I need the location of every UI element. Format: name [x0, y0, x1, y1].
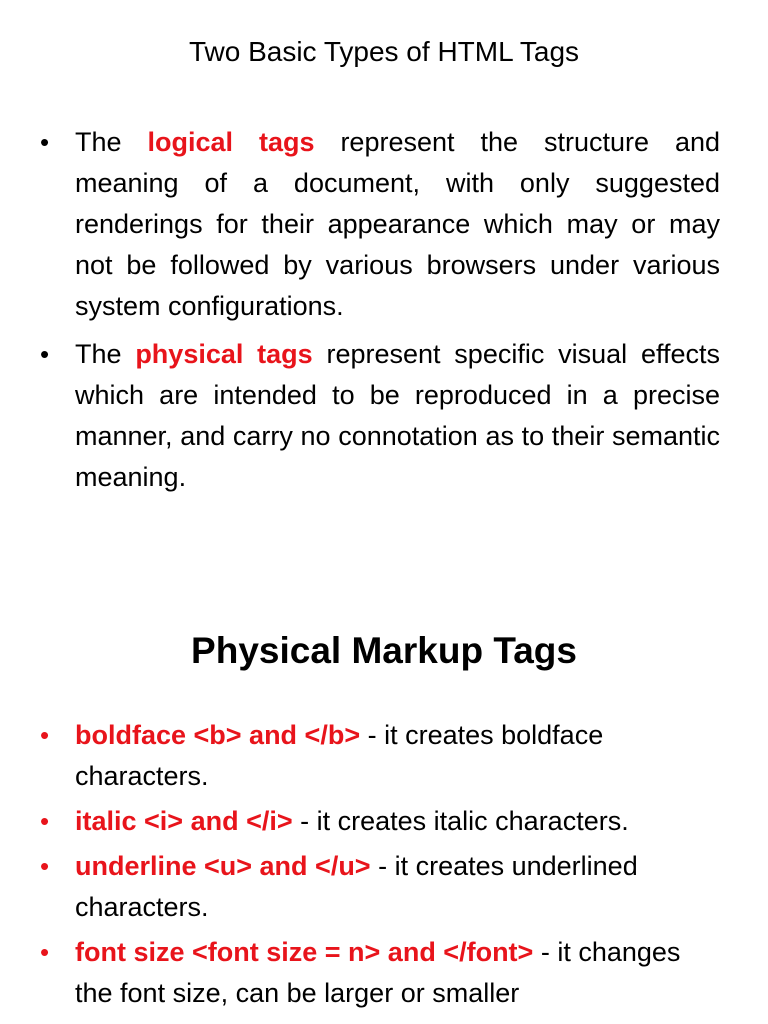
bullet-dot-icon: •	[40, 127, 50, 157]
highlight-term: logical tags	[147, 127, 315, 157]
bullet-dot-icon: •	[40, 937, 50, 967]
tag-term: underline <u> and </u>	[75, 851, 371, 881]
bullet-list	[40, 122, 720, 505]
bullet-dot-icon: •	[40, 720, 50, 750]
bullet-item-logical-tags	[40, 122, 720, 327]
bullet-item-font-size	[40, 932, 720, 1014]
bullet-text: - it creates italic characters.	[292, 806, 629, 836]
bullet-item-boldface	[40, 715, 720, 797]
bullet-item-physical-tags	[40, 334, 720, 498]
bullet-dot-icon: •	[40, 851, 50, 881]
slide-title: Two Basic Types of HTML Tags	[188, 36, 580, 67]
slide-title: Physical Markup Tags	[191, 630, 577, 671]
bullet-text: - it changes the font size, can be larger or smaller	[75, 937, 681, 1008]
bullet-text: - it creates boldface characters.	[75, 720, 604, 791]
bullet-dot-icon: •	[40, 339, 50, 369]
tag-term: font size <font size = n> and </font>	[75, 937, 534, 967]
bullet-text: represent specific visual effects which are intended to be reproduced in a precise manner, and carry no connotation as to their semantic meaning.	[75, 339, 720, 492]
bullet-prefix: The	[75, 127, 148, 157]
bullet-prefix: The	[75, 339, 136, 369]
bullet-list	[40, 715, 720, 1018]
bullet-item-underline	[40, 846, 720, 928]
bullet-item-italic	[40, 801, 720, 842]
bullet-dot-icon: •	[40, 806, 50, 836]
bullet-text: - it creates underlined characters.	[75, 851, 638, 922]
highlight-term: physical tags	[135, 339, 313, 369]
tag-term: italic <i> and </i>	[75, 806, 293, 836]
slide-physical-markup-tags	[0, 600, 768, 1024]
tag-term: boldface <b> and </b>	[75, 720, 361, 750]
bullet-text: represent the structure and meaning of a document, with only suggested renderings for their appearance which may or may not be followed by various browsers under various system configurations.	[75, 127, 720, 321]
